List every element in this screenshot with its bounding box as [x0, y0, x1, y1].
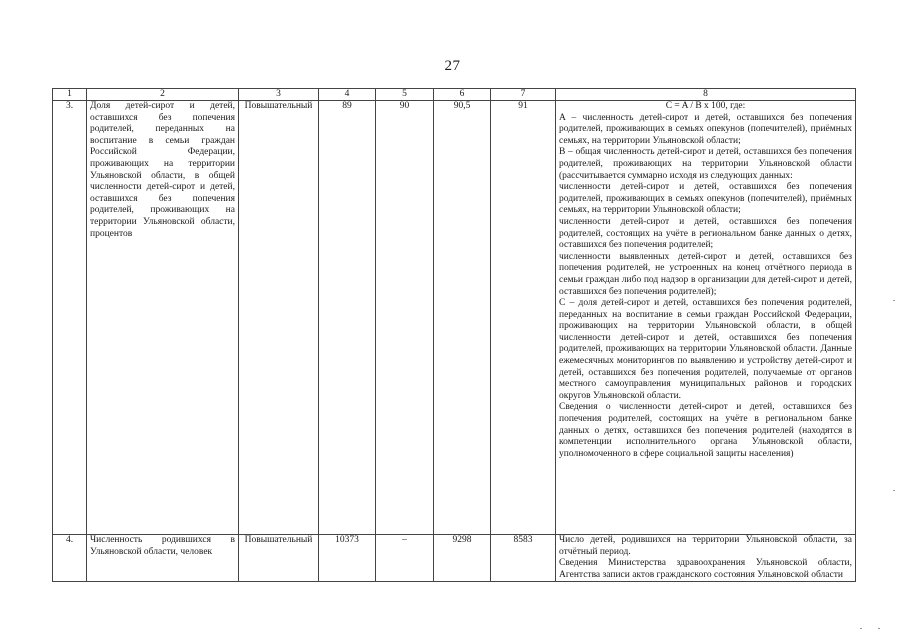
value-col-4: 89 [319, 101, 376, 535]
page-number: 27 [444, 58, 461, 74]
value-col-5: – [376, 535, 434, 582]
method-paragraph: численности выявленных детей-сирот и детей, оставшихся без попечения родителей, не устроенных на конец отчётного периода в семьи граждан либо под надзор в организации для детей-сирот и детей, оставшихся без попечения родителей); [559, 251, 852, 297]
value-col-7: 91 [491, 101, 556, 535]
indicator-direction: Повышательный [239, 535, 319, 582]
value-col-4: 10373 [319, 535, 376, 582]
table-row [53, 535, 856, 582]
value-col-7: 8583 [491, 535, 556, 582]
calculation-method [556, 535, 856, 582]
method-paragraph: Сведения Министерства здравоохранения Ульяновской области, Агентства записи актов гражданского состояния Ульяновской области [559, 558, 852, 580]
indicators-table [52, 88, 856, 582]
value-col-6: 9298 [434, 535, 491, 582]
row-number: 3. [53, 101, 87, 535]
method-paragraph: A – численность детей-сирот и детей, оставшихся без попечения родителей, проживающих в семьях опекунов (попечителей), приёмных семьях, на территории Ульяновской области; [559, 112, 852, 146]
method-paragraph: B – общая численность детей-сирот и детей, оставшихся без попечения родителей, проживающих на территории Ульяновской области (рассчитывается суммарно исходя из следующих данных: [559, 147, 852, 181]
header-cell: 1 [53, 89, 87, 101]
row-number: 4. [53, 535, 87, 582]
header-cell: 8 [556, 89, 856, 101]
scan-speck [860, 628, 862, 629]
method-paragraph: Сведения о численности детей-сирот и детей, оставшихся без попечения родителей, состоящих на учёте в региональном банке данных о детях, оставшихся без попечения родителей (находятся в компетенции исполнительного органа Ульяновской области, уполномоченного в сфере социальной защиты населения) [559, 402, 852, 459]
table-header-row [53, 89, 856, 101]
header-cell: 2 [87, 89, 239, 101]
scan-speck [878, 628, 880, 629]
method-paragraph: Число детей, родившихся на территории Ульяновской области, за отчётный период. [559, 535, 852, 557]
formula-line: C = A / B x 100, где: [665, 101, 746, 111]
header-cell: 6 [434, 89, 491, 101]
indicator-name: Численность родившихся в Ульяновской области, человек [87, 535, 239, 582]
header-cell: 3 [239, 89, 319, 101]
calculation-method [556, 101, 856, 535]
scan-speck [893, 490, 895, 491]
table-row [53, 101, 856, 535]
method-paragraph: численности детей-сирот и детей, оставшихся без попечения родителей, проживающих в семьях опекунов (попечителей), приёмных семьях, на территории Ульяновской области; [559, 182, 852, 216]
value-col-6: 90,5 [434, 101, 491, 535]
header-cell: 4 [319, 89, 376, 101]
value-col-5: 90 [376, 101, 434, 535]
method-paragraph: C – доля детей-сирот и детей, оставшихся без попечения родителей, переданных на воспитание в семьи граждан Российской Федерации, проживающих на территории Ульяновской области, в общей численности детей-сирот и детей, оставшихся без попечения родителей, проживающих на территории Ульяновской области. Данные ежемесячных мониторингов по выявлению и устройству детей-сирот и детей, оставшихся без попечения родителей, получаемые от органов местного самоуправления муниципальных районов и городских округов Ульяновской области. [559, 298, 852, 401]
indicator-direction: Повышательный [239, 101, 319, 535]
method-paragraph: численности детей-сирот и детей, оставшихся без попечения родителей, состоящих на учёте в региональном банке данных о детях, оставшихся без попечения родителей; [559, 216, 852, 251]
header-cell: 7 [491, 89, 556, 101]
scan-speck [893, 300, 895, 301]
indicator-name: Доля детей-сирот и детей, оставшихся без попечения родителей, переданных на воспитание в семьи граждан Российской Федерации, проживающих на территории Ульяновской области, в общей численности детей-сирот и детей, оставшихся без попечения родителей, проживающих на территории Ульяновской области, процентов [87, 101, 239, 535]
header-cell: 5 [376, 89, 434, 101]
